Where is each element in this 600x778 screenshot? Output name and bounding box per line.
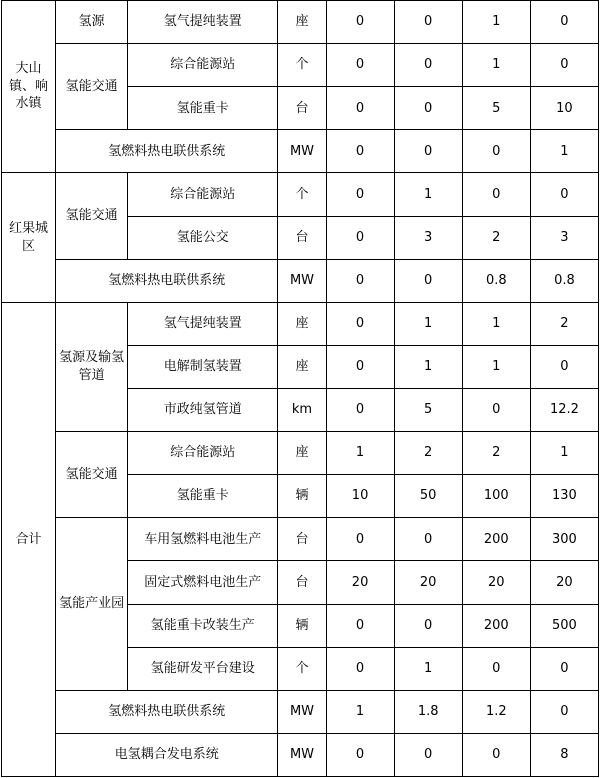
item-cell: 综合能源站 xyxy=(128,173,278,216)
unit-cell: 个 xyxy=(278,44,326,87)
value-cell: 0 xyxy=(394,518,462,561)
value-cell: 0 xyxy=(394,44,462,87)
item-cell: 氢燃料热电联供系统 xyxy=(56,690,278,733)
unit-cell: MW xyxy=(278,690,326,733)
region-cell: 合计 xyxy=(2,302,56,776)
value-cell: 0 xyxy=(326,518,394,561)
value-cell: 0 xyxy=(530,1,598,44)
value-cell: 0 xyxy=(326,647,394,690)
unit-cell: MW xyxy=(278,733,326,776)
value-cell: 1 xyxy=(530,130,598,173)
item-cell: 氢燃料热电联供系统 xyxy=(56,130,278,173)
unit-cell: 辆 xyxy=(278,604,326,647)
value-cell: 20 xyxy=(394,561,462,604)
value-cell: 0 xyxy=(462,388,530,431)
item-cell: 氢能研发平台建设 xyxy=(128,647,278,690)
unit-cell: 个 xyxy=(278,173,326,216)
value-cell: 0 xyxy=(326,733,394,776)
table-row xyxy=(2,733,599,776)
value-cell: 1.2 xyxy=(462,690,530,733)
region-cell: 大山镇、响水镇 xyxy=(2,1,56,173)
table-row xyxy=(2,432,599,475)
value-cell: 300 xyxy=(530,518,598,561)
value-cell: 1 xyxy=(462,44,530,87)
value-cell: 1 xyxy=(462,345,530,388)
value-cell: 1 xyxy=(530,432,598,475)
value-cell: 0 xyxy=(530,173,598,216)
value-cell: 200 xyxy=(462,604,530,647)
value-cell: 0 xyxy=(326,44,394,87)
category-cell: 氢能交通 xyxy=(56,173,128,259)
unit-cell: km xyxy=(278,388,326,431)
category-cell: 氢能产业园 xyxy=(56,518,128,690)
value-cell: 1 xyxy=(462,1,530,44)
item-cell: 氢能重卡 xyxy=(128,87,278,130)
item-cell: 市政纯氢管道 xyxy=(128,388,278,431)
value-cell: 20 xyxy=(530,561,598,604)
value-cell: 130 xyxy=(530,475,598,518)
planning-table xyxy=(1,0,599,777)
unit-cell: MW xyxy=(278,130,326,173)
value-cell: 100 xyxy=(462,475,530,518)
unit-cell: 台 xyxy=(278,87,326,130)
table-body xyxy=(2,1,599,777)
unit-cell: MW xyxy=(278,259,326,302)
value-cell: 1 xyxy=(394,345,462,388)
value-cell: 1 xyxy=(326,432,394,475)
value-cell: 0 xyxy=(326,604,394,647)
value-cell: 1 xyxy=(462,302,530,345)
item-cell: 电氢耦合发电系统 xyxy=(56,733,278,776)
value-cell: 50 xyxy=(394,475,462,518)
value-cell: 0 xyxy=(462,130,530,173)
value-cell: 0 xyxy=(394,87,462,130)
value-cell: 0 xyxy=(530,690,598,733)
table-row xyxy=(2,130,599,173)
category-cell: 氢源及输氢管道 xyxy=(56,302,128,431)
value-cell: 1 xyxy=(394,173,462,216)
value-cell: 3 xyxy=(530,216,598,259)
table-row xyxy=(2,690,599,733)
value-cell: 1 xyxy=(394,302,462,345)
value-cell: 0 xyxy=(326,216,394,259)
unit-cell: 台 xyxy=(278,216,326,259)
unit-cell: 座 xyxy=(278,302,326,345)
value-cell: 10 xyxy=(530,87,598,130)
unit-cell: 个 xyxy=(278,647,326,690)
value-cell: 2 xyxy=(462,432,530,475)
value-cell: 5 xyxy=(462,87,530,130)
value-cell: 2 xyxy=(394,432,462,475)
table-row xyxy=(2,302,599,345)
value-cell: 5 xyxy=(394,388,462,431)
value-cell: 0 xyxy=(530,647,598,690)
category-cell: 氢能交通 xyxy=(56,44,128,130)
value-cell: 0 xyxy=(326,345,394,388)
table-row xyxy=(2,1,599,44)
value-cell: 200 xyxy=(462,518,530,561)
value-cell: 0 xyxy=(462,733,530,776)
unit-cell: 座 xyxy=(278,432,326,475)
value-cell: 1 xyxy=(326,690,394,733)
value-cell: 3 xyxy=(394,216,462,259)
unit-cell: 座 xyxy=(278,345,326,388)
value-cell: 0 xyxy=(326,1,394,44)
value-cell: 12.2 xyxy=(530,388,598,431)
table-row xyxy=(2,173,599,216)
value-cell: 1 xyxy=(394,647,462,690)
unit-cell: 台 xyxy=(278,518,326,561)
value-cell: 2 xyxy=(530,302,598,345)
unit-cell: 座 xyxy=(278,1,326,44)
item-cell: 氢能重卡改装生产 xyxy=(128,604,278,647)
value-cell: 0 xyxy=(394,733,462,776)
item-cell: 氢能公交 xyxy=(128,216,278,259)
value-cell: 0 xyxy=(326,87,394,130)
value-cell: 0 xyxy=(326,388,394,431)
item-cell: 固定式燃料电池生产 xyxy=(128,561,278,604)
value-cell: 8 xyxy=(530,733,598,776)
item-cell: 氢能重卡 xyxy=(128,475,278,518)
value-cell: 10 xyxy=(326,475,394,518)
item-cell: 综合能源站 xyxy=(128,432,278,475)
unit-cell: 辆 xyxy=(278,475,326,518)
value-cell: 0 xyxy=(394,259,462,302)
value-cell: 0 xyxy=(394,604,462,647)
category-cell: 氢源 xyxy=(56,1,128,44)
category-cell: 氢能交通 xyxy=(56,432,128,518)
item-cell: 氢气提纯装置 xyxy=(128,302,278,345)
table-row xyxy=(2,259,599,302)
value-cell: 0.8 xyxy=(530,259,598,302)
region-cell: 红果城区 xyxy=(2,173,56,302)
value-cell: 20 xyxy=(462,561,530,604)
unit-cell: 台 xyxy=(278,561,326,604)
value-cell: 0 xyxy=(326,173,394,216)
value-cell: 2 xyxy=(462,216,530,259)
item-cell: 电解制氢装置 xyxy=(128,345,278,388)
value-cell: 0 xyxy=(394,1,462,44)
value-cell: 0 xyxy=(394,130,462,173)
item-cell: 综合能源站 xyxy=(128,44,278,87)
value-cell: 0 xyxy=(326,130,394,173)
value-cell: 500 xyxy=(530,604,598,647)
item-cell: 氢气提纯装置 xyxy=(128,1,278,44)
value-cell: 0 xyxy=(530,345,598,388)
value-cell: 0 xyxy=(326,302,394,345)
value-cell: 0 xyxy=(462,647,530,690)
value-cell: 1.8 xyxy=(394,690,462,733)
table-row xyxy=(2,44,599,87)
value-cell: 0 xyxy=(326,259,394,302)
value-cell: 0.8 xyxy=(462,259,530,302)
value-cell: 0 xyxy=(530,44,598,87)
item-cell: 氢燃料热电联供系统 xyxy=(56,259,278,302)
item-cell: 车用氢燃料电池生产 xyxy=(128,518,278,561)
value-cell: 20 xyxy=(326,561,394,604)
table-row xyxy=(2,518,599,561)
value-cell: 0 xyxy=(462,173,530,216)
